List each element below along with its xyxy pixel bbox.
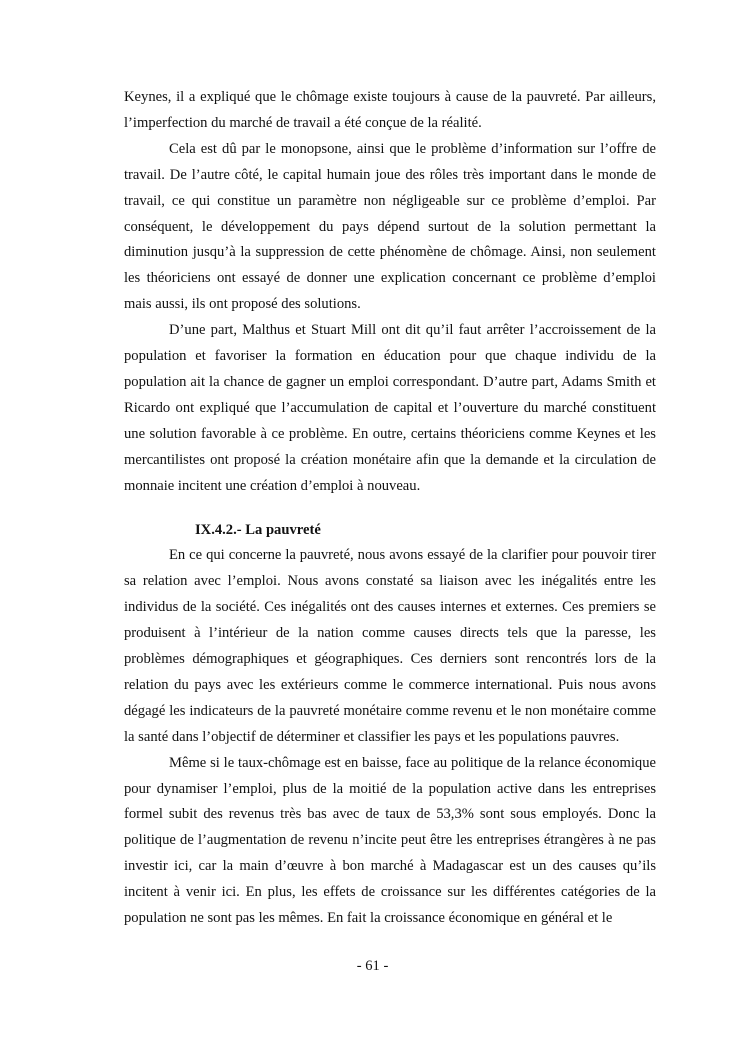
section-heading-pauvrete: IX.4.2.- La pauvreté [195,521,321,538]
paragraph-taux-chomage: Même si le taux-chômage est en baisse, face au politique de la relance économique pour dynamiser l’emploi, plus de la moitié de la population active dans les entreprises formel subit des revenus très bas avec de taux de 53,3% sont sous employés. Donc la politique de l’augmentation de revenu n’incite peut être les entreprises étrangères à ne pas investir ici, car la main d’œuvre à bon marché à Madagascar est un des causes qu’ils incitent à venir ici. En plus, les effets de croissance sur les différentes catégories de la population ne sont pas les mêmes. En fait la croissance économique en général et le [124,754,656,927]
paragraph-keynes-continuation: Keynes, il a expliqué que le chômage existe toujours à cause de la pauvreté. Par ailleurs, l’imperfection du marché de travail a été conçue de la réalité. [124,89,656,131]
paragraph-pauvrete-clarification: En ce qui concerne la pauvreté, nous avons essayé de la clarifier pour pouvoir tirer sa relation avec l’emploi. Nous avons constaté sa liaison avec les inégalités entre les individus de la société. Ces inégalités ont des causes internes et externes. Ces premiers se produisent à l’intérieur de la nation comme causes directs tels que la paresse, les problèmes démographiques et géographiques. Ces derniers sont rencontrés lors de la relation du pays avec les extérieurs comme le commerce international. Puis nous avons dégagé les indicateurs de la pauvreté monétaire comme revenu et le non monétaire comme la santé dans l’objectif de déterminer et classifier les pays et les populations pauvres. [124,547,656,745]
paragraph-monopsone: Cela est dû par le monopsone, ainsi que le problème d’information sur l’offre de travail. De l’autre côté, le capital humain joue des rôles très important dans le monde de travail, ce qui constitue un paramètre non négligeable sur ce problème d’emploi. Par conséquent, le développement du pays dépend surtout de la solution permettant la diminution jusqu’à la suppression de cette phénomène de chômage. Ainsi, non seulement les théoriciens ont essayé de donner une explication concernant ce problème d’emploi mais aussi, ils ont proposé des solutions. [124,140,656,313]
page-number: - 61 - [356,958,389,974]
section-spacer [124,500,656,518]
paragraph-malthus-mill: D’une part, Malthus et Stuart Mill ont dit qu’il faut arrêter l’accroissement de la population et favoriser la formation en éducation pour que chaque individu de la population ait la chance de gagner un emploi correspondant. D’autre part, Adams Smith et Ricardo ont expliqué que l’accumulation de capital et l’ouverture du marché constituent une solution favorable à ce problème. En outre, certains théoriciens comme Keynes et les mercantilistes ont proposé la création monétaire afin que la demande et la circulation de monnaie incitent une création d’emploi à nouveau. [124,322,656,494]
document-page [124,85,656,932]
